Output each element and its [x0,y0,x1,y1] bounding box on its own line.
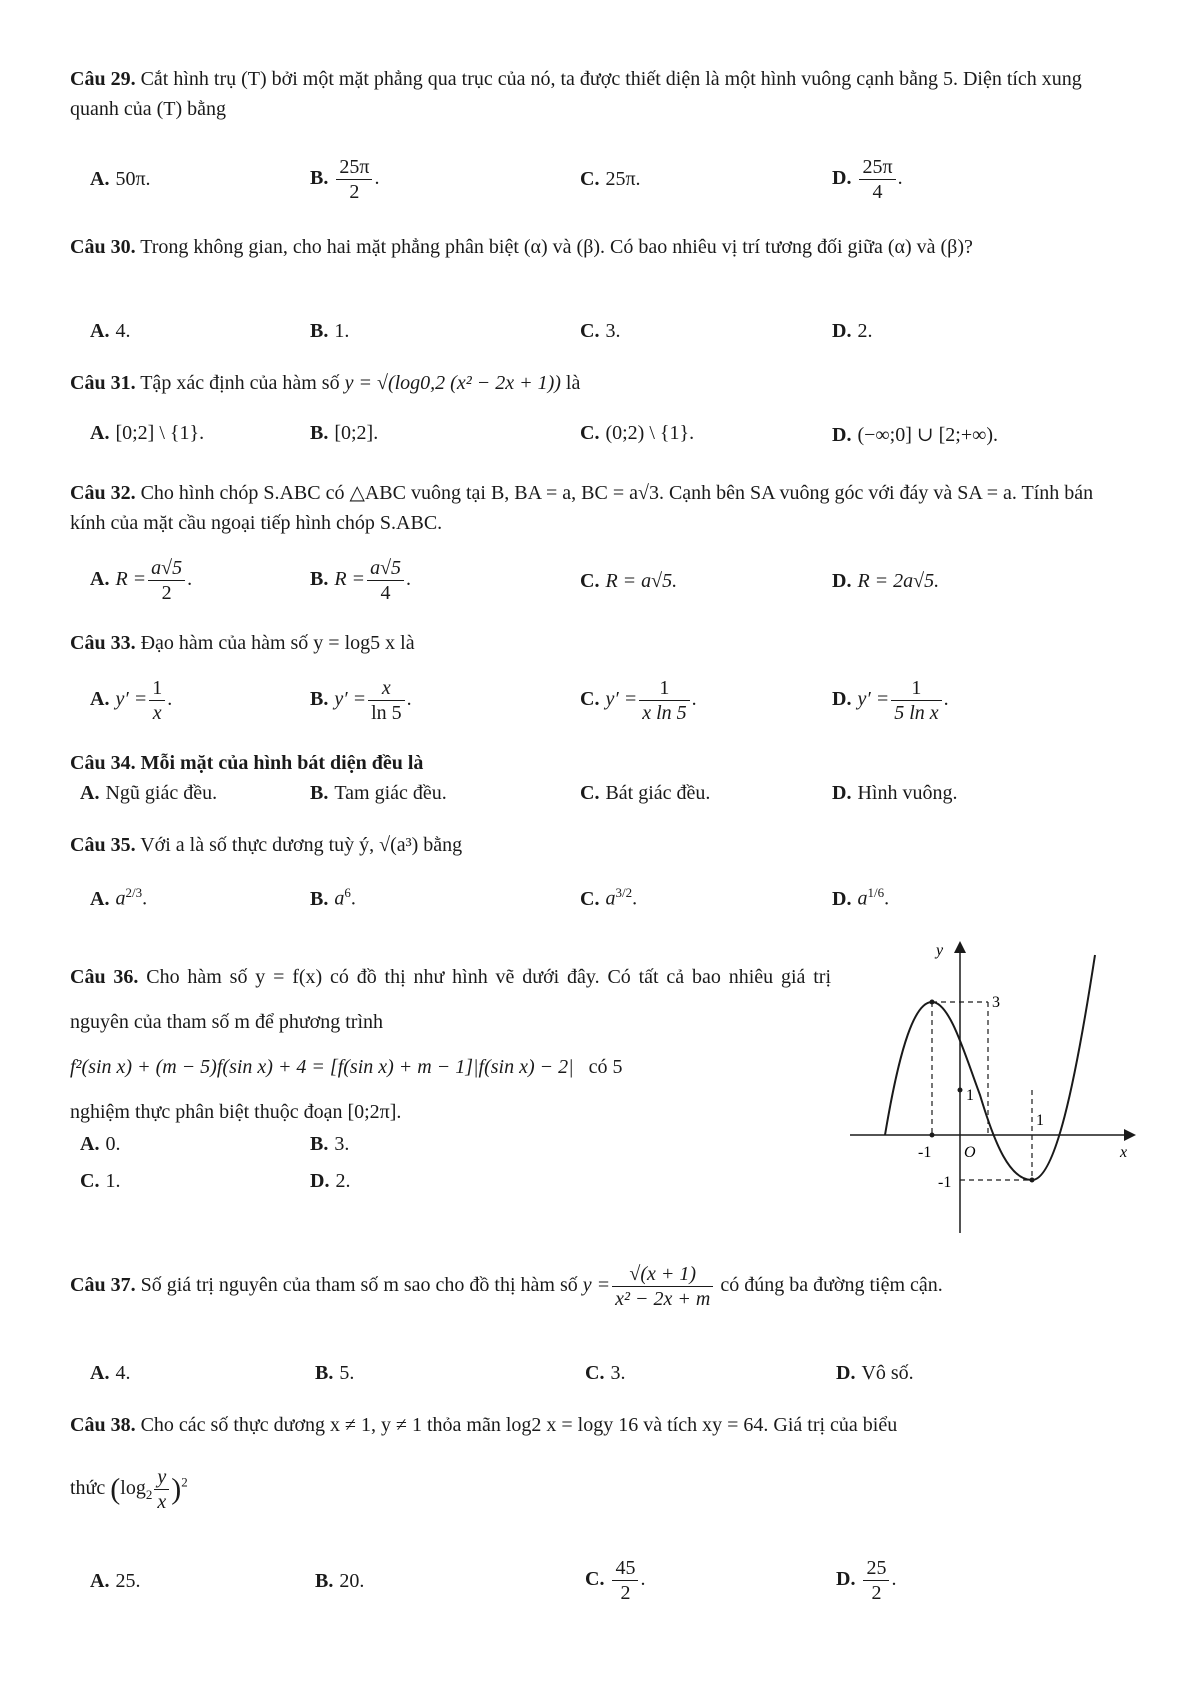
question-38-expression: thức ($\log_2$ $\frac{y}{x}$ )$^2$ [70,1466,188,1513]
fraction: $\frac{1}{x}$ [149,676,165,725]
tick-label: -1 [938,1174,952,1191]
option-d[interactable]: D. Hình vuông. [832,782,958,804]
question-37: Câu 37. Số giá trị nguyên của tham số m sao cho đồ thị hàm số y = $\frac{√(x + 1)}{\text{x² − 2x + m}}$ có đúng ba đường tiệm cận. [70,1263,943,1310]
question-text: Cắt hình trụ (T) bởi một mặt phẳng qua trục của nó, ta được thiết diện là một hình vuông cạnh bằng 5. Diện tích xung quanh của (T) bằng [70,68,1082,120]
option-b[interactable]: B. 20. [315,1570,365,1592]
question-29 [70,64,1121,124]
fraction: $\frac{a√5}{2}$ [148,556,185,605]
question-33 [70,628,1121,658]
tick-label: 1 [1036,1112,1044,1129]
option-c[interactable]: C. y′ = $\frac{1}{\text{x ln 5}}$ . [580,677,697,724]
option-a[interactable]: A. R = $\frac{a√5}{2}$ . [90,557,193,604]
option-b[interactable]: B. $a^6$. [310,885,356,910]
option-d[interactable]: D. $\frac{25}{2}$ . [836,1557,897,1604]
question-35 [70,830,1121,860]
question-label: Câu 38. [70,1414,136,1436]
option-d[interactable]: D. 2. [310,1170,351,1192]
question-32 [70,478,1121,538]
option-c[interactable]: C. 25π. [580,168,641,190]
question-text: Trong không gian, cho hai mặt phẳng phân biệt (α) và (β). Có bao nhiêu vị trí tương đối giữa (α) và (β)? [140,236,973,258]
formula: y = √(log0,2 (x² − 2x + 1)) [344,372,561,394]
question-text: Cho các số thực dương x ≠ 1, y ≠ 1 thỏa mãn log2 x = logy 16 và tích xy = 64. Giá trị của biểu [140,1414,898,1436]
option-c[interactable]: C. 3. [580,320,621,342]
option-d[interactable]: D. $\frac{25\pi}{4}$ . [832,156,903,203]
fraction: $\frac{x}{\ln 5}$ [368,676,405,725]
origin-label: O [964,1144,976,1161]
question-label: Câu 34. [70,752,136,774]
option-d[interactable]: D. Vô số. [836,1362,914,1384]
option-d[interactable]: D. (−∞;0] ∪ [2;+∞). [832,424,999,446]
question-36: Câu 36. Cho hàm số y = f(x) có đồ thị như hình vẽ dưới đây. Có tất cả bao nhiêu giá trị nguyên của tham số m để phương trình f²(sin x) + (m − 5)f(sin x) + 4 = [f(sin x) + m − 1]|f(sin x) − 2| có 5 nghiệm thực phân biệt thuộc đoạn [0;2π]. [70,966,832,1123]
option-b[interactable]: B. 1. [310,320,350,342]
option-c[interactable]: C. 3. [585,1362,626,1384]
fraction: $\frac{25}{2}$ [863,1556,889,1605]
option-c[interactable]: C. $\frac{45}{2}$ . [585,1557,646,1604]
question-34 [70,748,1121,778]
option-c[interactable]: C. (0;2) \ {1}. [580,422,695,444]
question-text: Cho hàm số y = f(x) có đồ thị như hình vẽ dưới đây. Có tất cả bao nhiêu giá trị nguyên của tham số m để phương trình [70,966,832,1033]
point [1030,1178,1035,1183]
x-label: x [1120,1144,1128,1161]
question-31: Câu 31. Tập xác định của hàm số y = √(log0,2 (x² − 2x + 1)) là [70,372,581,394]
option-a[interactable]: A. 4. [90,1362,131,1384]
option-a[interactable]: A. 25. [90,1570,141,1592]
option-b[interactable]: B. $\frac{25\pi}{2}$ . [310,156,380,203]
question-text: Mỗi mặt của hình bát diện đều là [140,752,424,774]
option-c[interactable]: C. $a^{3/2}$. [580,885,638,910]
option-b[interactable]: B. 5. [315,1362,355,1384]
equation: f²(sin x) + (m − 5)f(sin x) + 4 = [f(sin x) + m − 1]|f(sin x) − 2| [70,1056,574,1078]
fraction: $\frac{1}{\text{5 ln x}}$ [891,676,941,725]
fraction: $\frac{45}{2}$ [612,1556,638,1605]
fraction: $\frac{25\pi}{4}$ [859,155,895,204]
function-graph [840,935,1140,1235]
fraction: $\frac{25\pi}{2}$ [336,155,372,204]
option-d[interactable]: D. 2. [832,320,873,342]
tick-label: -1 [918,1144,932,1161]
option-b[interactable]: B. 3. [310,1133,350,1155]
question-label: Câu 30. [70,236,136,258]
option-c[interactable]: C. R = a√5. [580,570,678,592]
fraction: $\frac{√(x + 1)}{\text{x² − 2x + m}}$ [612,1262,713,1311]
option-b[interactable]: B. Tam giác đều. [310,782,447,804]
option-d[interactable]: D. $a^{1/6}$. [832,885,890,910]
question-label: Câu 29. [70,68,136,90]
option-d[interactable]: D. R = 2a√5. [832,570,940,592]
point [930,1133,935,1138]
question-38 [70,1410,1121,1440]
question-label: Câu 31. [70,372,136,394]
option-a[interactable]: A. Ngũ giác đều. [80,782,218,804]
question-label: Câu 36. [70,966,139,988]
point [958,1088,963,1093]
fraction: $\frac{1}{\text{x ln 5}}$ [639,676,689,725]
option-b[interactable]: B. [0;2]. [310,422,379,444]
option-c[interactable]: C. Bát giác đều. [580,782,711,804]
tick-label: 1 [966,1087,974,1104]
curve [885,955,1095,1180]
option-b[interactable]: B. y′ = $\frac{x}{\ln 5}$ . [310,677,412,724]
question-30 [70,232,1121,262]
y-label: y [936,942,944,959]
point [930,1000,935,1005]
fraction: $\frac{a√5}{4}$ [367,556,404,605]
question-label: Câu 37. [70,1274,136,1297]
tick-label: 3 [992,994,1000,1011]
question-text: Cho hình chóp S.ABC có △ABC vuông tại B, BA = a, BC = a√3. Cạnh bên SA vuông góc với đáy và SA = a. Tính bán kính của mặt cầu ngoại tiếp hình chóp S.ABC. [70,482,1094,534]
question-label: Câu 32. [70,482,136,504]
option-a[interactable]: A. 50π. [90,168,151,190]
option-a[interactable]: A. 4. [90,320,131,342]
question-label: Câu 35. [70,834,136,856]
option-b[interactable]: B. R = $\frac{a√5}{4}$ . [310,557,412,604]
fraction: $\frac{y}{x}$ [154,1465,169,1514]
option-a[interactable]: A. $a^{2/3}$. [90,885,148,910]
question-text: Với a là số thực dương tuỳ ý, √(a³) bằng [140,834,463,856]
question-label: Câu 33. [70,632,136,654]
option-a[interactable]: A. [0;2] \ {1}. [90,422,205,444]
question-text: Đạo hàm của hàm số y = log5 x là [140,632,415,654]
option-a[interactable]: A. y′ = $\frac{1}{x}$ . [90,677,173,724]
option-c[interactable]: C. 1. [80,1170,121,1192]
option-d[interactable]: D. y′ = $\frac{1}{\text{5 ln x}}$ . [832,677,949,724]
option-a[interactable]: A. 0. [80,1133,121,1155]
